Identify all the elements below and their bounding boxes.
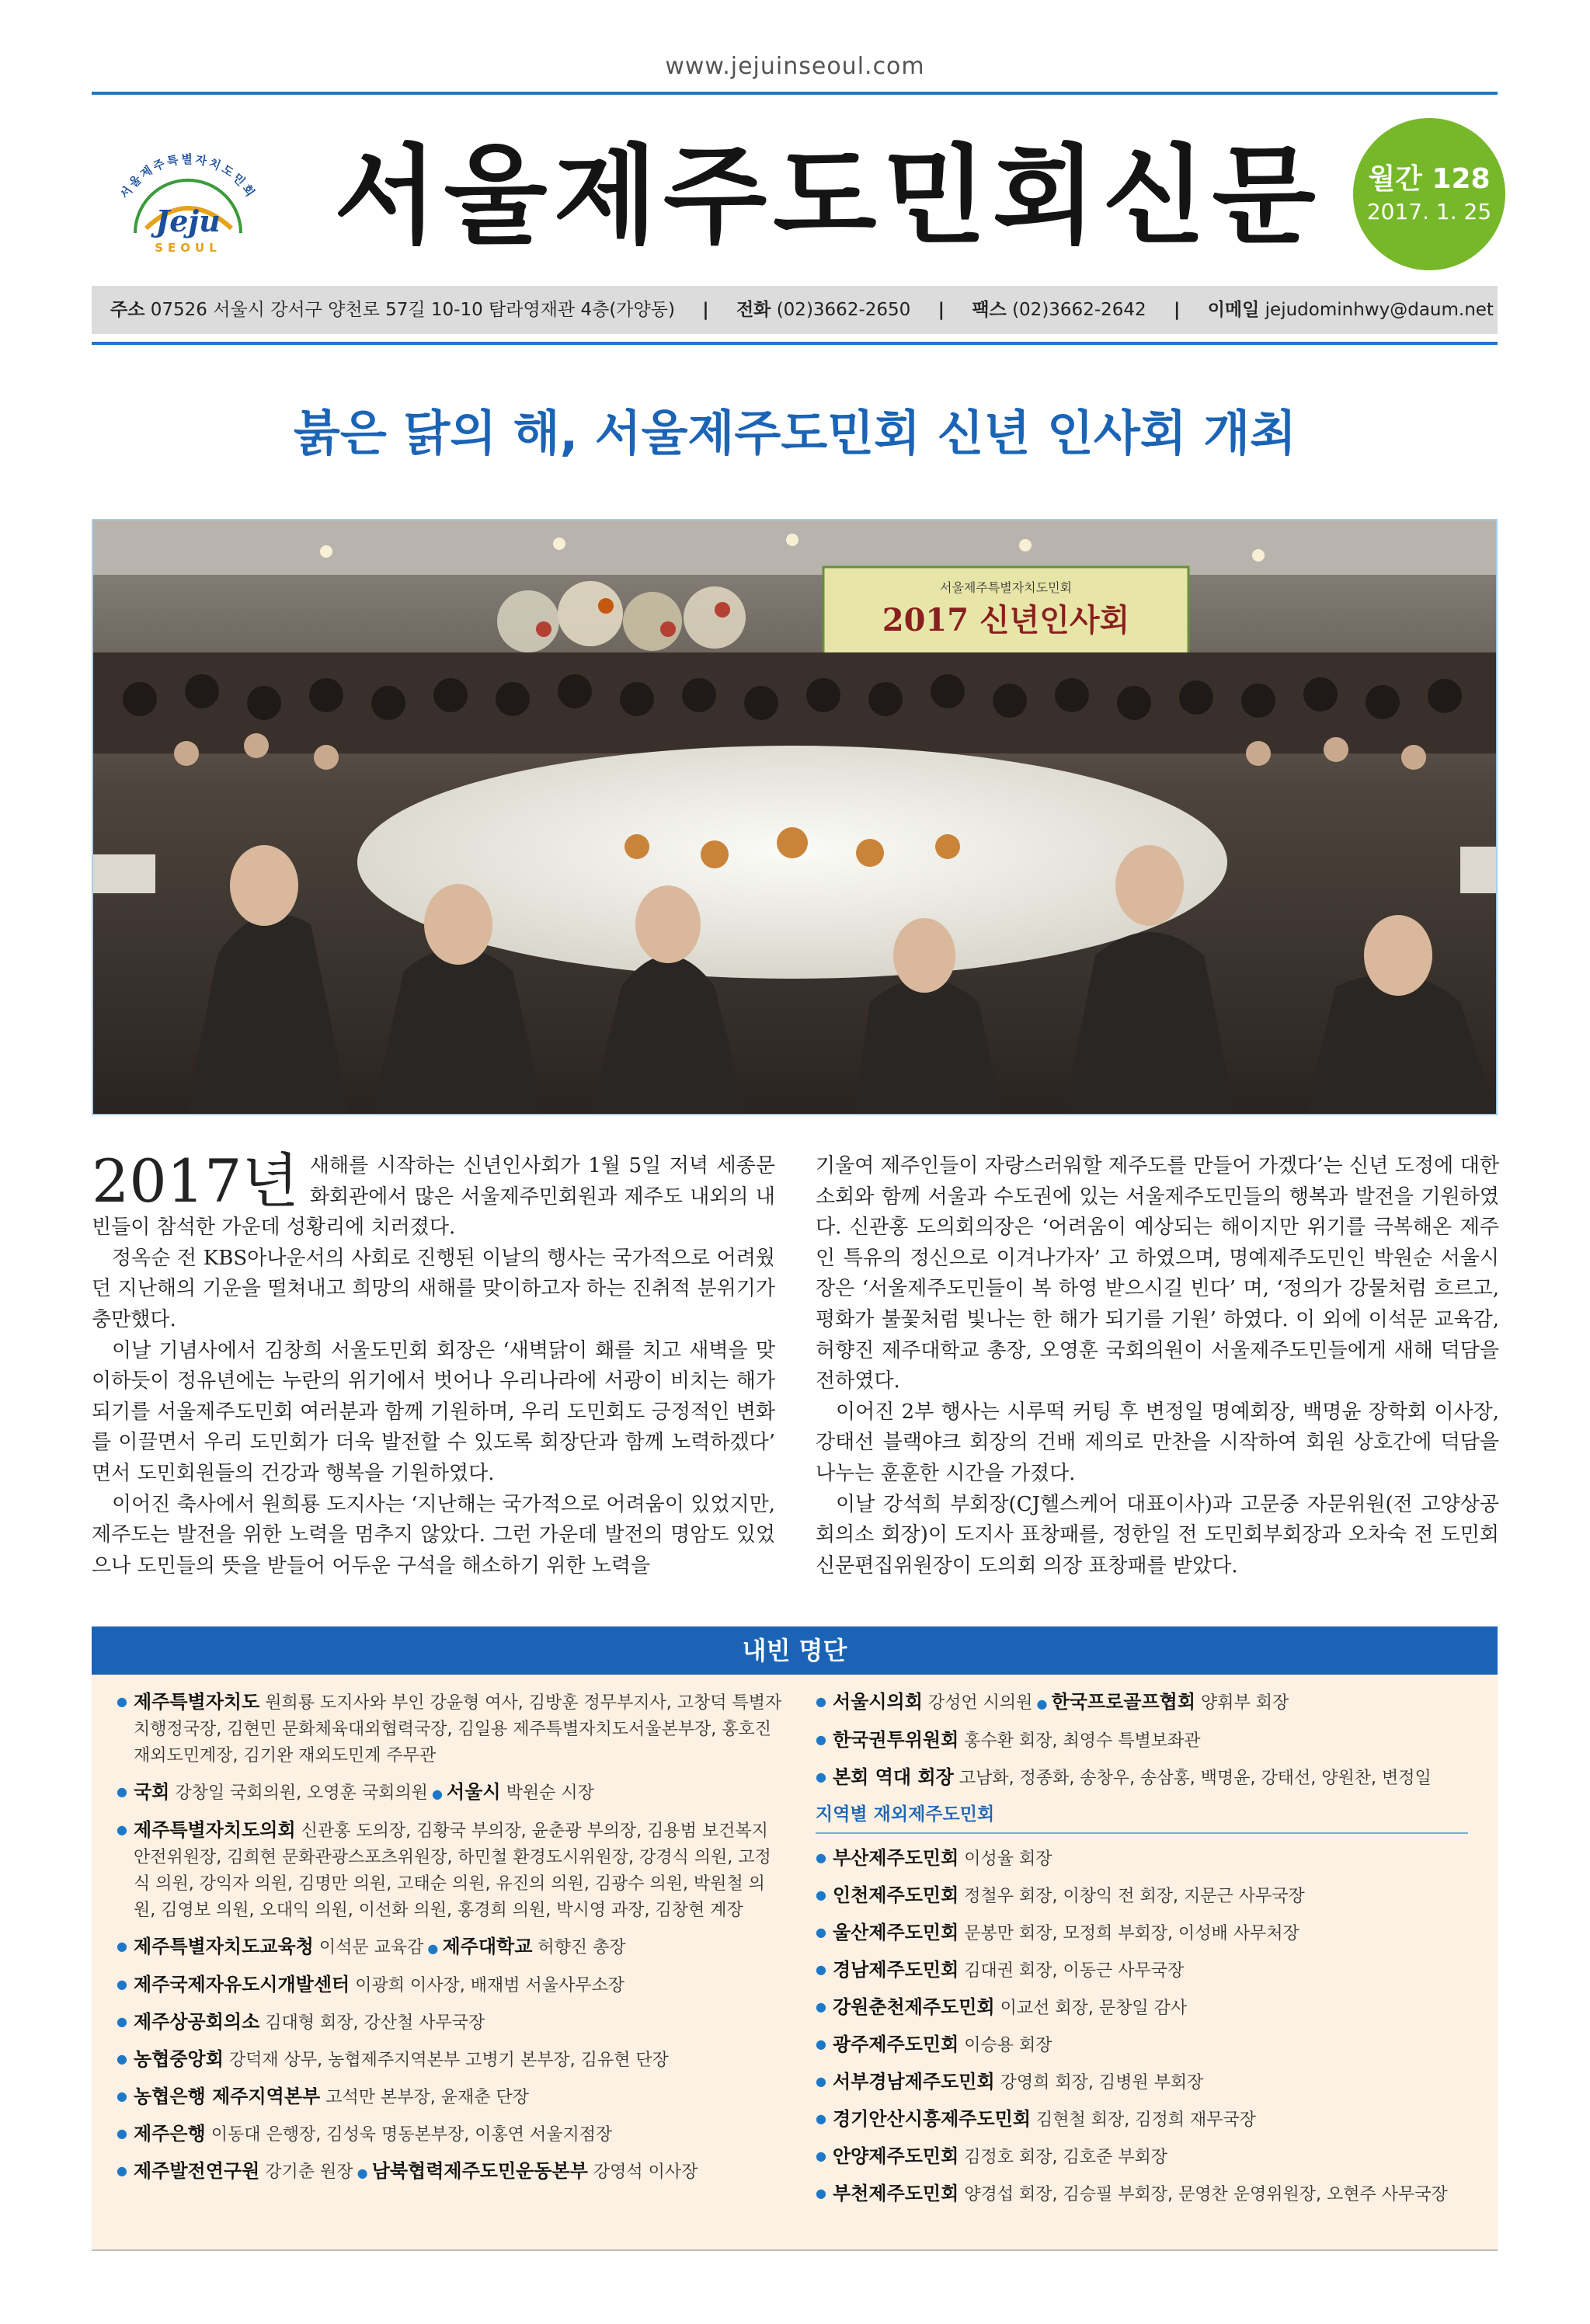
- guest-organization: 제주특별자치도교육청: [134, 1936, 314, 1957]
- guest-entry: [816, 2068, 1484, 2096]
- guest-entry: [117, 1779, 785, 1807]
- guest-entry: [117, 2083, 785, 2111]
- guest-names: 김대권 회장, 이동근 사무국장: [959, 1961, 1185, 1981]
- guest-entry: [117, 1933, 785, 1962]
- top-rule: [92, 92, 1498, 95]
- guest-entry: [117, 2120, 785, 2148]
- guest-names: 강영희 회장, 김병원 부회장: [994, 2073, 1204, 2093]
- guest-organization: 제주특별자치도의회: [134, 1819, 296, 1841]
- guest-names: 문봉만 회장, 모정희 부회장, 이성배 사무처장: [959, 1924, 1299, 1943]
- guest-organization: 농협은행 제주지역본부: [134, 2086, 321, 2107]
- guest-entry: [816, 1689, 1484, 1717]
- guest-list-title: 내빈 명단: [92, 1626, 1498, 1675]
- contact-bar: 주소 07526 서울시 강서구 양천로 57길 10-10 탐라영재관 4층(가양동) | 전화 (02)3662-2650 | 팩스 (02)3662-2642 | 이메일 jejudominhwy@daum.net: [92, 286, 1498, 334]
- issue-number: 월간 128: [1368, 163, 1491, 195]
- guest-organization: 경기안산시흥제주도민회: [833, 2108, 1032, 2130]
- guest-organization: 제주발전연구원: [134, 2160, 260, 2182]
- guest-names: 홍수환 회장, 최영수 특별보좌관: [959, 1731, 1201, 1751]
- guest-entry: [816, 2106, 1484, 2134]
- bullet-icon: ●: [353, 2166, 372, 2180]
- bottom-rule: [92, 2249, 1498, 2251]
- guest-names: 양경섭 회장, 김승필 부회장, 문영찬 운영위원장, 오현주 사무국장: [959, 2185, 1448, 2204]
- svg-text:서울제주특별자치도민회: 서울제주특별자치도민회: [939, 580, 1073, 595]
- guest-entry: [117, 2158, 785, 2187]
- guest-organization: 농협중앙회: [134, 2048, 224, 2070]
- guest-organization: 서울시의회: [833, 1691, 923, 1713]
- guest-organization: 부천제주도민회: [833, 2183, 959, 2204]
- guest-names: 정철우 회장, 이창익 전 회장, 지문근 사무국장: [959, 1887, 1305, 1906]
- guest-entry: [816, 1845, 1484, 1873]
- guest-organization: 본회 역대 회장: [833, 1766, 954, 1788]
- website-url[interactable]: www.jejuinseoul.com: [665, 53, 925, 80]
- guest-names: 이광희 이사장, 배재범 서울사무소장: [350, 1976, 625, 1995]
- guest-entry: [816, 1764, 1484, 1792]
- bullet-icon: ●: [427, 1786, 447, 1801]
- svg-text:Jeju: Jeju: [155, 204, 221, 238]
- event-banner: [823, 567, 1188, 660]
- newspaper-masthead: 서울제주도민회신문: [334, 134, 1322, 259]
- guest-entry: [816, 1957, 1484, 1985]
- article-paragraph: 새해를 시작하는 신년인사회가 1월 5일 저녁 세종문화회관에서 많은 서울제주민회원과 제주도 내외의 내빈들이 참석한 가운데 성황리에 치러졌다.: [92, 1154, 775, 1240]
- guest-organization: 인천제주도민회: [833, 1884, 959, 1906]
- guest-organization: 남북협력제주도민운동본부: [371, 2160, 588, 2182]
- guest-entry: [816, 1882, 1484, 1910]
- article-paragraph: 이날 강석희 부회장(CJ헬스케어 대표이사)과 고문중 자문위원(전 고양상공회의소 회장)이 도지사 표창패를, 정한일 전 도민회부회장과 오차숙 전 도민회신문편집위원장이 도의회 의장 표창패를 받았다.: [816, 1492, 1499, 1578]
- svg-text:SEOUL: SEOUL: [155, 241, 221, 255]
- bullet-icon: ●: [1032, 1696, 1052, 1711]
- guest-names: 강창일 국회의원, 오영훈 국회의원: [169, 1783, 428, 1803]
- guest-entry: [117, 1817, 785, 1924]
- guest-names: 강덕재 상무, 농협제주지역본부 고병기 본부장, 김유현 단장: [223, 2051, 669, 2070]
- article-column-left: [92, 1146, 775, 1581]
- phone-label: 전화: [736, 300, 771, 320]
- fax: (02)3662-2642: [1012, 300, 1146, 320]
- phone[interactable]: (02)3662-2650: [776, 300, 911, 320]
- article-headline: 붉은 닭의 해, 서울제주도민회 신년 인사회 개최: [293, 405, 1296, 461]
- organization-logo: [95, 141, 281, 258]
- guest-organization: 한국권투위원회: [833, 1729, 959, 1751]
- guest-names: 강기춘 원장: [259, 2162, 353, 2182]
- guest-organization: 한국프로골프협회: [1051, 1691, 1196, 1713]
- guest-entry: [117, 1971, 785, 1999]
- article-paragraph: 이날 기념사에서 김창희 서울도민회 회장은 ‘새벽닭이 홰를 치고 새벽을 맞이하듯이 정유년에는 누란의 위기에서 벗어나 우리나라에 서광이 비치는 해가 되기를 서울제주도민회 여러분과 함께 기원하며, 우리 도민회도 긍정적인 변화를 이끌면서 우리 도민회가 더욱 발전할 수 있도록 회장단과 함께 노력하겠다’ 면서 도민회원들의 건강과 행복을 기원하였다.: [92, 1338, 775, 1485]
- guest-organization: 부산제주도민회: [833, 1847, 959, 1869]
- svg-text:서울제주특별자치도민회: 서울제주특별자치도민회: [117, 152, 259, 201]
- issue-date: 2017. 1. 25: [1366, 199, 1492, 224]
- svg-text:2017 신년인사회: 2017 신년인사회: [882, 602, 1130, 638]
- regional-associations-title: 지역별 재외제주도민회: [816, 1801, 1468, 1834]
- guest-names: 원희룡 도지사와 부인 강윤형 여사, 김방훈 정무부지사, 고창덕 특별자치행정국장, 김현민 문화체육대외협력국장, 김일용 제주특별자치도서울본부장, 홍호진 재외도민계장, 김기완 재외도민계 주무관: [134, 1693, 782, 1766]
- guest-names: 허향진 총장: [532, 1938, 626, 1957]
- guest-organization: 광주제주도민회: [833, 2034, 959, 2055]
- guest-names: 김대형 회장, 강산철 사무국장: [259, 2013, 485, 2033]
- guest-organization: 경남제주도민회: [833, 1959, 959, 1981]
- guest-organization: 제주상공회의소: [134, 2011, 260, 2033]
- guest-names: 양휘부 회장: [1195, 1693, 1289, 1713]
- guest-names: 강영석 이사장: [587, 2162, 698, 2182]
- guest-names: 이동대 은행장, 김성욱 명동본부장, 이홍연 서울지점장: [205, 2125, 613, 2145]
- article-column-right: [816, 1151, 1499, 1581]
- guest-organization: 안양제주도민회: [833, 2145, 959, 2167]
- guest-organization: 서울시: [447, 1781, 501, 1803]
- address-label: 주소: [110, 300, 145, 320]
- guest-list-right: [816, 1689, 1484, 2218]
- guest-names: 김현철 회장, 김정희 재무국장: [1031, 2110, 1257, 2130]
- guest-organization: 제주국제자유도시개발센터: [134, 1974, 350, 1995]
- guest-organization: 제주특별자치도: [134, 1691, 260, 1713]
- article-paragraph: 이어진 축사에서 원희룡 도지사는 ‘지난해는 국가적으로 어려움이 있었지만, 제주도는 발전을 위한 노력을 멈추지 않았다. 그런 가운데 발전의 명암도 있었으나 도민들의 뜻을 받들어 어두운 구석을 해소하기 위한 노력을: [92, 1492, 775, 1578]
- fax-label: 팩스: [972, 300, 1007, 320]
- email[interactable]: jejudominhwy@daum.net: [1265, 300, 1494, 320]
- guest-entry: [816, 2031, 1484, 2059]
- guest-names: 이성율 회장: [959, 1849, 1052, 1869]
- guest-organization: 울산제주도민회: [833, 1922, 959, 1943]
- article-dropcap: 2017년: [92, 1146, 299, 1216]
- guest-entry: [117, 2046, 785, 2074]
- guest-entry: [816, 2143, 1484, 2171]
- address: 07526 서울시 강서구 양천로 57길 10-10 탐라영재관 4층(가양동): [150, 300, 675, 320]
- article-paragraph: 이어진 2부 행사는 시루떡 커팅 후 변정일 명예회장, 백명윤 장학회 이사장, 강태선 블랙야크 회장의 건배 제의로 만찬을 시작하여 회원 상호간에 덕담을 나누는 훈훈한 시간을 가졌다.: [816, 1400, 1499, 1485]
- article-paragraph: 기울여 제주인들이 자랑스러워할 제주도를 만들어 가겠다’는 신년 도정에 대한 소회와 함께 서울과 수도권에 있는 서울제주도민들의 행복과 발전을 기원하였다. 신관홍 도의회의장은 ‘어려움이 예상되는 해이지만 위기를 극복해온 제주인 특유의 정신으로 이겨나가자’ 고 하였으며, 명예제주도민인 박원순 서울시장은 ‘서울제주도민들이 복 하영 받으시길 빈다’ 며, ‘정의가 강물처럼 흐르고, 평화가 불꽃처럼 빛나는 한 해가 되기를 기원’ 하였다. 이 외에 이석문 교육감, 허향진 제주대학교 총장, 오영훈 국회의원이 서울제주도민들에게 새해 덕담을 전하였다.: [816, 1154, 1499, 1393]
- guest-names: 고남화, 정종화, 송창우, 송삼홍, 백명윤, 강태선, 양원찬, 변정일: [953, 1769, 1432, 1788]
- email-label: 이메일: [1207, 300, 1260, 320]
- guest-names: 이석문 교육감: [313, 1938, 424, 1957]
- bullet-icon: ●: [423, 1941, 443, 1956]
- article-paragraph: 정옥순 전 KBS아나운서의 사회로 진행된 이날의 행사는 국가적으로 어려웠던 지난해의 기운을 떨쳐내고 희망의 새해를 맞이하고자 하는 진취적 분위기가 충만했다.: [92, 1246, 775, 1331]
- guest-names: 이교선 회장, 문창일 감사: [994, 1999, 1188, 2018]
- header-bottom-rule: [92, 342, 1498, 345]
- guest-names: 이승용 회장: [959, 2036, 1052, 2055]
- issue-badge: [1353, 118, 1505, 270]
- guest-organization: 국회: [134, 1781, 170, 1803]
- guest-list-left: [117, 1689, 785, 2196]
- guest-names: 김정호 회장, 김호준 부회장: [959, 2148, 1168, 2167]
- guest-entry: [816, 1994, 1484, 2022]
- guest-entry: [117, 2009, 785, 2037]
- guest-names: 신관홍 도의장, 김황국 부의장, 윤춘광 부의장, 김용범 보건복지안전위원장, 김희현 문화관광스포츠위원장, 하민철 환경도시위원장, 강경식 의원, 고정식 의원, 강익자 의원, 김명만 의원, 고태순 의원, 유진의 의원, 김광수 의원, 박원철 의원, 김영보 의원, 오대익 의원, 이선화 의원, 홍경희 의원, 박시영 과장, 김창현 계장: [134, 1821, 771, 1920]
- guest-names: 고석만 본부장, 윤재춘 단장: [320, 2088, 529, 2107]
- guest-organization: 제주은행: [134, 2123, 206, 2145]
- guest-names: 박원순 시장: [500, 1783, 594, 1803]
- event-photo: [92, 519, 1498, 1115]
- guest-entry: [816, 1727, 1484, 1755]
- guest-organization: 서부경남제주도민회: [833, 2071, 995, 2093]
- guest-entry: [816, 1919, 1484, 1947]
- guest-organization: 강원춘천제주도민회: [833, 1996, 995, 2018]
- guest-organization: 제주대학교: [442, 1936, 533, 1957]
- guest-entry: [117, 1689, 785, 1769]
- guest-entry: [816, 2180, 1484, 2208]
- guest-names: 강성언 시의원: [922, 1693, 1033, 1713]
